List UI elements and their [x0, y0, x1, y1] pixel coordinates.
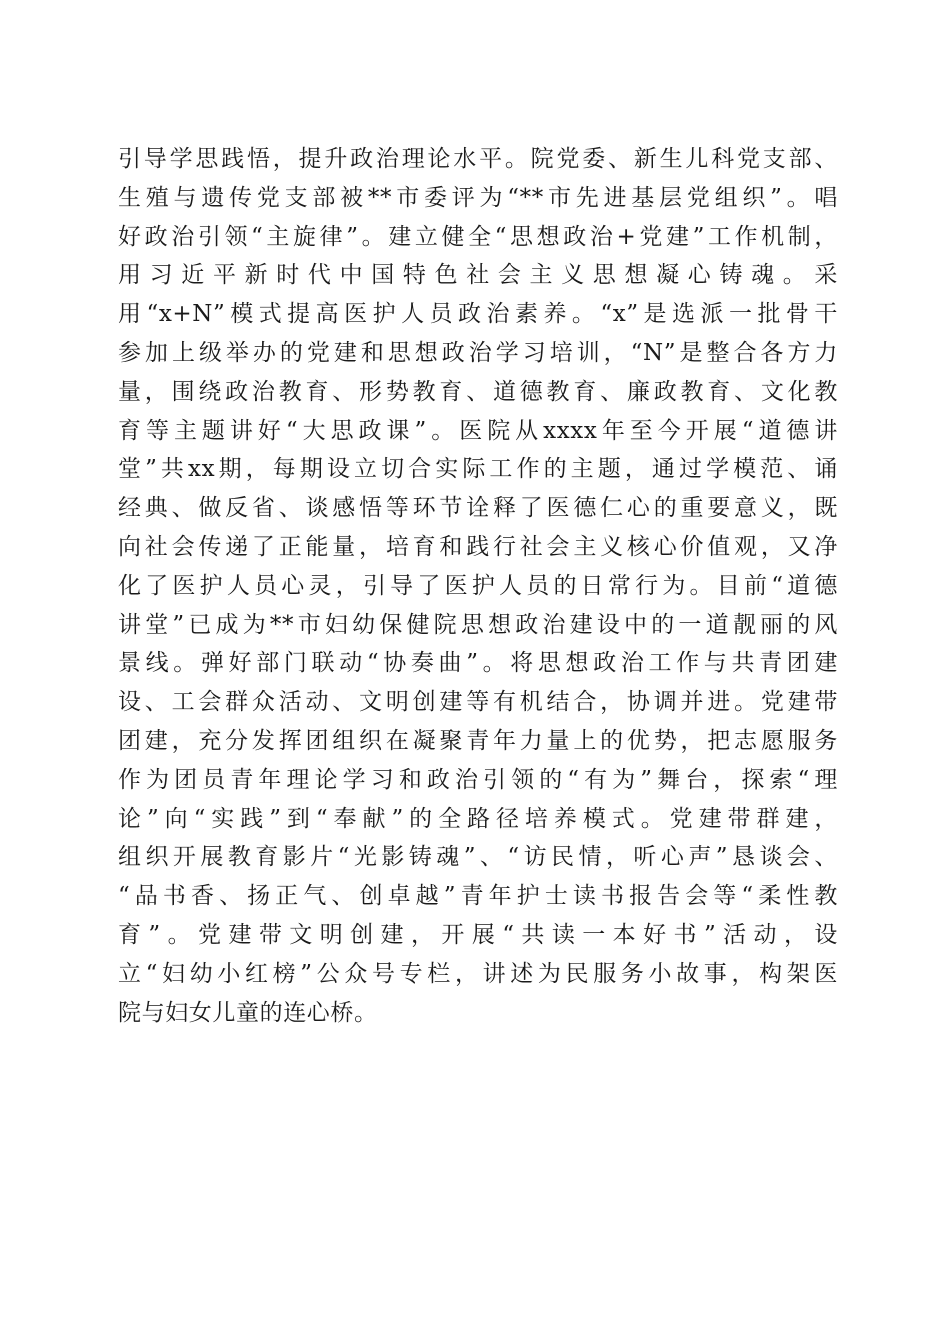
paragraph-line-9: 堂”共xx期，每期设立切合实际工作的主题，通过学模范、诵: [118, 456, 838, 483]
paragraph-line-23: 院与妇女儿童的连心桥。: [118, 999, 378, 1026]
paragraph-line-14: 景线。弹好部门联动“协奏曲”。将思想政治工作与共青团建: [118, 650, 838, 677]
paragraph-line-5: 用“x+N”模式提高医护人员政治素养。“x”是选派一批骨干: [118, 301, 838, 328]
paragraph-line-16: 团建，充分发挥团组织在凝聚青年力量上的优势，把志愿服务: [118, 727, 838, 754]
paragraph-line-4: 用习近平新时代中国特色社会主义思想凝心铸魂。采: [118, 262, 838, 289]
paragraph-line-22: 立“妇幼小红榜”公众号专栏，讲述为民服务小故事，构架医: [118, 960, 838, 987]
paragraph-line-7: 量，围绕政治教育、形势教育、道德教育、廉政教育、文化教: [118, 378, 838, 405]
paragraph-line-15: 设、工会群众活动、文明创建等有机结合，协调并进。党建带: [118, 689, 838, 716]
paragraph-line-21: 育”。党建带文明创建，开展“共读一本好书”活动，设: [118, 921, 838, 948]
paragraph-line-6: 参加上级举办的党建和思想政治学习培训，“N”是整合各方力: [118, 339, 838, 366]
paragraph-line-19: 组织开展教育影片“光影铸魂”、“访民情，听心声”恳谈会、: [118, 844, 838, 871]
body-paragraph: [118, 140, 838, 1032]
paragraph-line-17: 作为团员青年理论学习和政治引领的“有为”舞台，探索“理: [118, 766, 838, 793]
paragraph-line-3: 好政治引领“主旋律”。建立健全“思想政治+党建”工作机制，: [118, 223, 838, 250]
paragraph-line-20: “品书香、扬正气、创卓越”青年护士读书报告会等“柔性教: [118, 883, 838, 910]
paragraph-line-1: 引导学思践悟，提升政治理论水平。院党委、新生儿科党支部、: [118, 146, 838, 172]
paragraph-line-11: 向社会传递了正能量，培育和践行社会主义核心价值观，又净: [118, 533, 838, 560]
paragraph-line-13: 讲堂”已成为**市妇幼保健院思想政治建设中的一道靓丽的风: [118, 611, 838, 638]
paragraph-line-2: 生殖与遗传党支部被**市委评为“**市先进基层党组织”。唱: [118, 184, 838, 211]
paragraph-line-10: 经典、做反省、谈感悟等环节诠释了医德仁心的重要意义，既: [118, 495, 838, 522]
paragraph-line-12: 化了医护人员心灵，引导了医护人员的日常行为。目前“道德: [118, 572, 838, 599]
paragraph-line-8: 育等主题讲好“大思政课”。医院从xxxx年至今开展“道德讲: [118, 417, 838, 444]
paragraph-line-18: 论”向“实践”到“奉献”的全路径培养模式。党建带群建，: [118, 805, 838, 832]
